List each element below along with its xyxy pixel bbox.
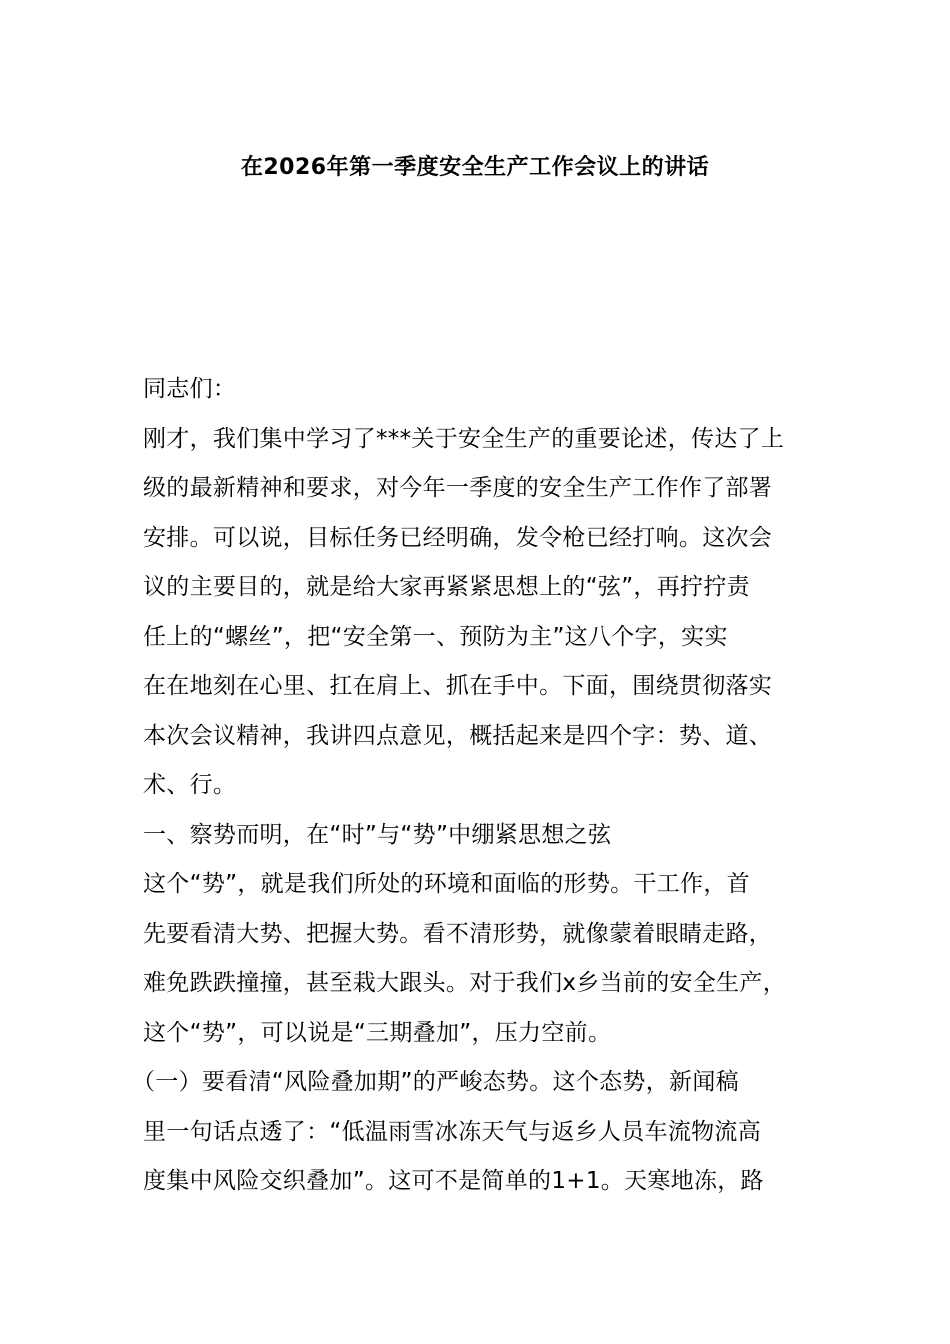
paragraph-line: 级的最新精神和要求，对今年一季度的安全生产工作作了部署 — [143, 475, 773, 501]
paragraph-line: 本次会议精神，我讲四点意见，概括起来是四个字：势、道、 — [143, 722, 773, 749]
document-title: 在2026年第一季度安全生产工作会议上的讲话 — [240, 155, 710, 180]
paragraph-line: 议的主要目的，就是给大家再紧紧思想上的“弦”，再拧拧责 — [143, 574, 750, 600]
paragraph-line: 刚才，我们集中学习了***关于安全生产的重要论述，传达了上 — [143, 425, 785, 452]
paragraph-line: 度集中风险交织叠加”。这可不是简单的1+1。天寒地冻，路 — [143, 1168, 764, 1194]
subsection-line: （一）要看清“风险叠加期”的严峻态势。这个态势，新闻稿 — [132, 1069, 739, 1095]
paragraph-line: 安排。可以说，目标任务已经明确，发令枪已经打响。这次会 — [143, 524, 773, 551]
section-heading: 一、察势而明，在“时”与“势”中绷紧思想之弦 — [143, 821, 612, 848]
paragraph-line: 这个“势”，就是我们所处的环境和面临的形势。干工作，首 — [143, 871, 750, 897]
paragraph-line: 在在地刻在心里、扛在肩上、抓在手中。下面，围绕贯彻落实 — [143, 673, 773, 699]
paragraph-line: 先要看清大势、把握大势。看不清形势，就像蒙着眼睛走路， — [143, 920, 773, 947]
paragraph-line: 难免跌跌撞撞，甚至栽大跟头。对于我们x乡当前的安全生产， — [143, 970, 787, 996]
document-body — [132, 369, 823, 1211]
paragraph-line: 这个“势”，可以说是“三期叠加”，压力空前。 — [143, 1019, 612, 1046]
salutation-line: 同志们： — [143, 376, 237, 402]
paragraph-line: 术、行。 — [143, 772, 237, 798]
paragraph-line: 里一句话点透了：“低温雨雪冰冻天气与返乡人员车流物流高 — [143, 1118, 762, 1145]
paragraph-line: 任上的“螺丝”，把“安全第一、预防为主”这八个字，实实 — [143, 623, 728, 650]
